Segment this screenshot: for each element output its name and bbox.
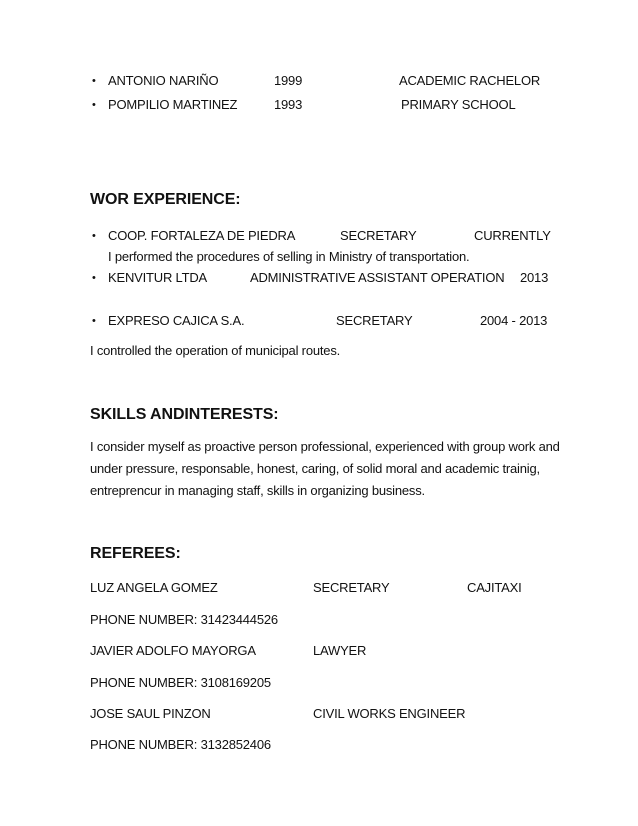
education-degree: PRIMARY SCHOOL bbox=[401, 97, 516, 112]
experience-heading: WOR EXPERIENCE: bbox=[90, 191, 241, 208]
referee-name: JAVIER ADOLFO MAYORGA bbox=[90, 643, 256, 658]
education-degree: ACADEMIC RACHELOR bbox=[399, 73, 541, 88]
education-year: 1993 bbox=[274, 97, 303, 112]
experience-role: ADMINISTRATIVE ASSISTANT OPERATION bbox=[250, 270, 505, 285]
bullet-icon: • bbox=[92, 230, 96, 242]
education-school: ANTONIO NARIÑO bbox=[108, 73, 219, 88]
referee-phone: PHONE NUMBER: 3108169205 bbox=[90, 675, 271, 690]
experience-role: SECRETARY bbox=[336, 313, 413, 328]
referee-role: SECRETARY bbox=[313, 580, 390, 595]
referee-role: LAWYER bbox=[313, 643, 367, 658]
experience-period: 2004 - 2013 bbox=[480, 313, 548, 328]
experience-note: I performed the procedures of selling in Ministry of transportation. bbox=[108, 249, 470, 264]
bullet-icon: • bbox=[92, 272, 96, 284]
referee-phone: PHONE NUMBER: 3132852406 bbox=[90, 737, 271, 752]
bullet-icon: • bbox=[92, 99, 96, 111]
experience-company: COOP. FORTALEZA DE PIEDRA bbox=[108, 228, 296, 243]
bullet-icon: • bbox=[92, 315, 96, 327]
referee-name: LUZ ANGELA GOMEZ bbox=[90, 580, 218, 595]
education-school: POMPILIO MARTINEZ bbox=[108, 97, 238, 112]
experience-role: SECRETARY bbox=[340, 228, 417, 243]
experience-company: KENVITUR LTDA bbox=[108, 270, 208, 285]
bullet-icon: • bbox=[92, 75, 96, 87]
experience-company: EXPRESO CAJICA S.A. bbox=[108, 313, 245, 328]
referee-role: CIVIL WORKS ENGINEER bbox=[313, 706, 466, 721]
skills-heading: SKILLS ANDINTERESTS: bbox=[90, 406, 279, 423]
referees-heading: REFEREES: bbox=[90, 545, 181, 562]
skills-text: I consider myself as proactive person professional, experienced with group work and under pressure, responsable, honest, caring, of solid moral and academic trainig, entreprencur in managing staff, skills in organizing business. bbox=[90, 439, 560, 498]
referee-org: CAJITAXI bbox=[467, 580, 522, 595]
experience-period: CURRENTLY bbox=[474, 228, 551, 243]
referee-phone: PHONE NUMBER: 31423444526 bbox=[90, 612, 278, 627]
experience-period: 2013 bbox=[520, 270, 549, 285]
referee-name: JOSE SAUL PINZON bbox=[90, 706, 211, 721]
education-year: 1999 bbox=[274, 73, 303, 88]
experience-footnote: I controlled the operation of municipal routes. bbox=[90, 343, 341, 358]
